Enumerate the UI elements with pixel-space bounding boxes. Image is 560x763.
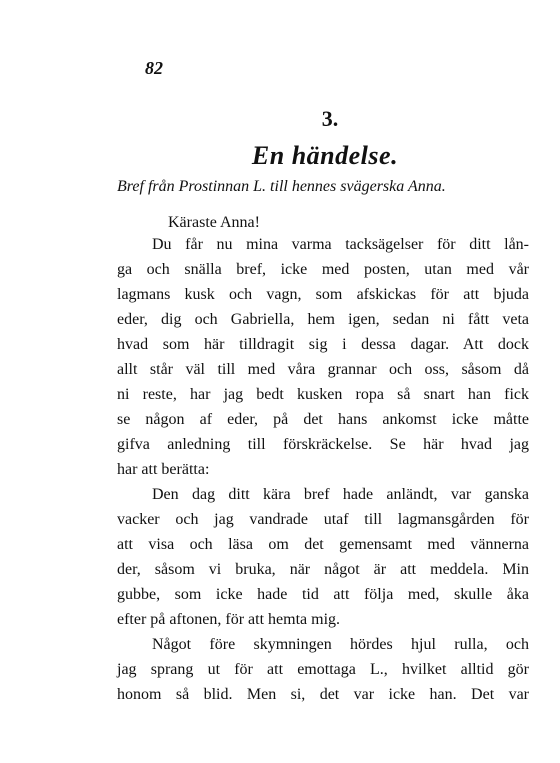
text-line: hvad som här tilldragit sig i dessa dagar. Att dock bbox=[117, 336, 529, 353]
text-line: ni reste, har jag bedt kusken ropa så snart han fick bbox=[117, 386, 529, 403]
text-line: se någon af eder, på det hans ankomst icke måtte bbox=[117, 411, 529, 428]
text-line: att visa och läsa om det gemensamt med vännerna bbox=[117, 536, 529, 553]
salutation: Käraste Anna! bbox=[168, 214, 260, 231]
text-line: gubbe, som icke hade tid att följa med, skulle åka bbox=[117, 586, 529, 603]
page-number: 82 bbox=[145, 58, 163, 78]
paragraph bbox=[117, 632, 529, 707]
text-line: ga och snälla bref, icke med posten, utan med vår bbox=[117, 261, 529, 278]
text-line: gifva anledning till förskräckelse. Se här hvad jag bbox=[117, 436, 529, 453]
text-line: vacker och jag vandrade utaf till lagmansgården för bbox=[117, 511, 529, 528]
chapter-number: 3. bbox=[321, 106, 339, 131]
text-line: der, såsom vi bruka, när något är att meddela. Min bbox=[117, 561, 529, 578]
paragraph bbox=[117, 232, 529, 482]
text-line: Den dag ditt kära bref hade anländt, var ganska bbox=[152, 486, 529, 503]
text-line: lagmans kusk och vagn, som afskickas för att bjuda bbox=[117, 286, 529, 303]
paragraph bbox=[117, 482, 529, 632]
text-line: allt står väl till med våra grannar och oss, såsom då bbox=[117, 361, 529, 378]
chapter-subtitle: Bref från Prostinnan L. till hennes svägerska Anna. bbox=[117, 178, 446, 195]
text-line: Du får nu mina varma tacksägelser för ditt lån- bbox=[152, 236, 529, 253]
text-line: har att berätta: bbox=[117, 461, 210, 478]
text-line: honom så blid. Men si, det var icke han. Det var bbox=[117, 686, 529, 703]
text-line: efter på aftonen, för att hemta mig. bbox=[117, 611, 341, 628]
body-text bbox=[117, 232, 529, 707]
chapter-title: En händelse. bbox=[251, 141, 399, 170]
text-line: Något före skymningen hördes hjul rulla, och bbox=[152, 636, 529, 653]
text-line: eder, dig och Gabriella, hem igen, sedan ni fått veta bbox=[117, 311, 529, 328]
text-line: jag sprang ut för att emottaga L., hvilket alltid gör bbox=[117, 661, 529, 678]
